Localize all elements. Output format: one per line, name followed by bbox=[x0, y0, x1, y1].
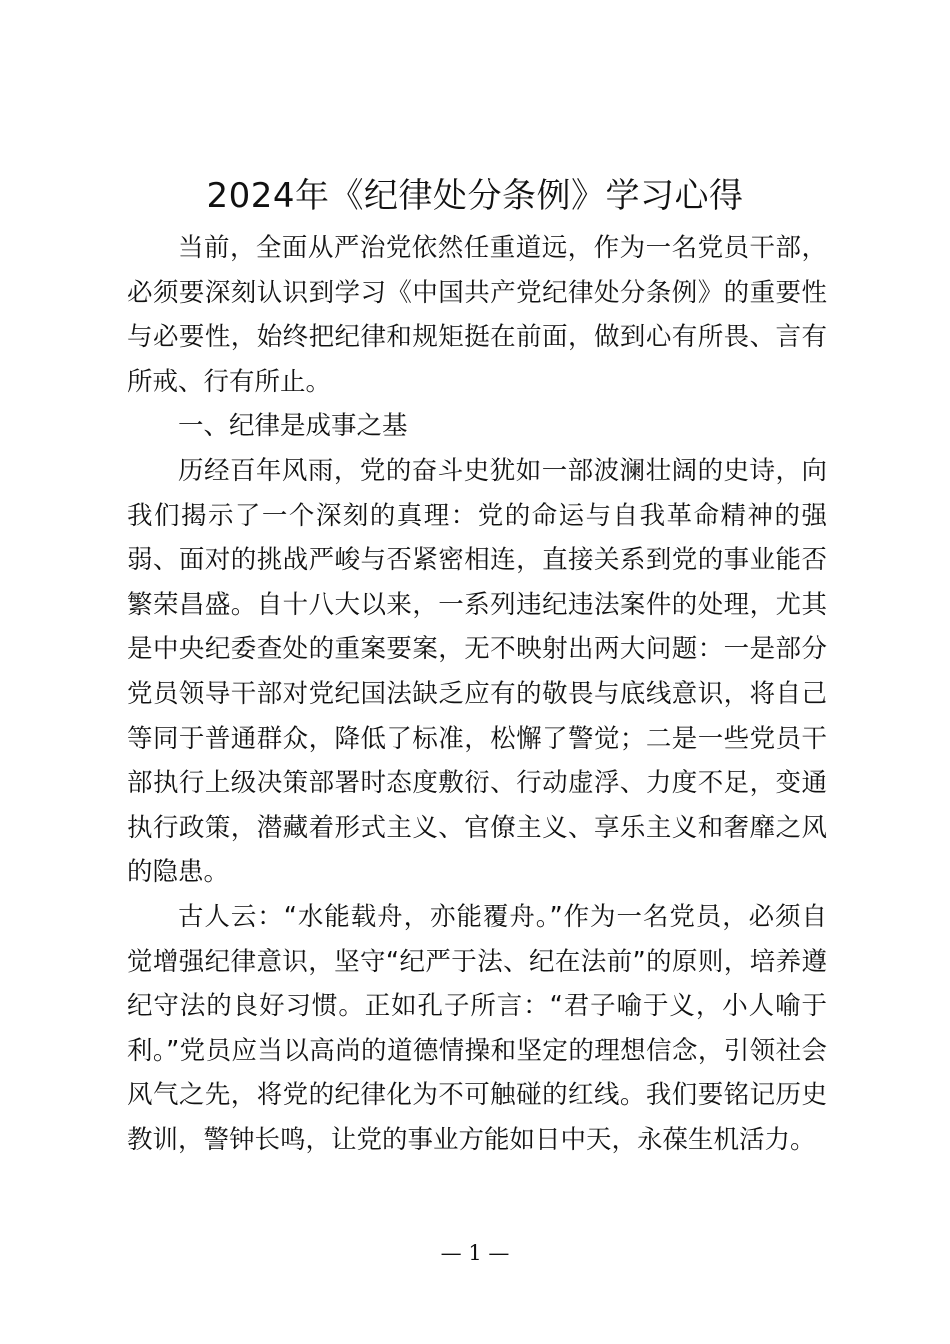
text-line: 一、纪律是成事之基 bbox=[178, 411, 408, 442]
text-line: 等同于普通群众，降低了标准，松懈了警觉；二是一些党员干 bbox=[127, 723, 827, 754]
text-line: 教训，警钟长鸣，让党的事业方能如日中天，永葆生机活力。 bbox=[127, 1124, 816, 1155]
text-line: 的隐患。 bbox=[127, 857, 230, 888]
text-line: 当前，全面从严治党依然任重道远，作为一名党员干部， bbox=[178, 233, 827, 263]
text-line: 部执行上级决策部署时态度敷衍、行动虚浮、力度不足，变通 bbox=[127, 768, 827, 799]
text-line: 必须要深刻认识到学习《中国共产党纪律处分条例》的重要性 bbox=[127, 277, 827, 308]
text-line: 觉增强纪律意识，坚守“纪严于法、纪在法前”的原则，培养遵 bbox=[127, 946, 827, 977]
text-line: 执行政策，潜藏着形式主义、官僚主义、享乐主义和奢靡之风 bbox=[127, 812, 827, 843]
text-line: 古人云：“水能载舟，亦能覆舟。”作为一名党员，必须自 bbox=[178, 901, 827, 932]
text-line: 风气之先，将党的纪律化为不可触碰的红线。我们要铭记历史 bbox=[127, 1080, 827, 1111]
document-body bbox=[127, 226, 827, 1162]
text-line: 弱、面对的挑战严峻与否紧密相连，直接关系到党的事业能否 bbox=[127, 545, 827, 576]
text-line: 利。”党员应当以高尚的道德情操和坚定的理想信念，引领社会 bbox=[127, 1035, 827, 1066]
document-title: 2024年《纪律处分条例》学习心得 bbox=[206, 176, 744, 216]
text-line: 我们揭示了一个深刻的真理：党的命运与自我革命精神的强 bbox=[127, 500, 827, 531]
paragraph bbox=[127, 449, 827, 895]
page-number: — 1 — bbox=[440, 1241, 510, 1265]
section-heading bbox=[127, 404, 827, 449]
text-line: 与必要性，始终把纪律和规矩挺在前面，做到心有所畏、言有 bbox=[127, 322, 827, 353]
text-line: 繁荣昌盛。自十八大以来，一系列违纪违法案件的处理，尤其 bbox=[127, 589, 827, 620]
paragraph bbox=[127, 226, 827, 404]
text-line: 所戒、行有所止。 bbox=[127, 366, 332, 397]
text-line: 是中央纪委查处的重案要案，无不映射出两大问题：一是部分 bbox=[127, 634, 827, 665]
text-line: 党员领导干部对党纪国法缺乏应有的敬畏与底线意识，将自己 bbox=[127, 678, 827, 709]
text-line: 历经百年风雨，党的奋斗史犹如一部波澜壮阔的史诗，向 bbox=[178, 455, 827, 486]
paragraph bbox=[127, 895, 827, 1163]
text-line: 纪守法的良好习惯。正如孔子所言：“君子喻于义，小人喻于 bbox=[127, 991, 827, 1022]
